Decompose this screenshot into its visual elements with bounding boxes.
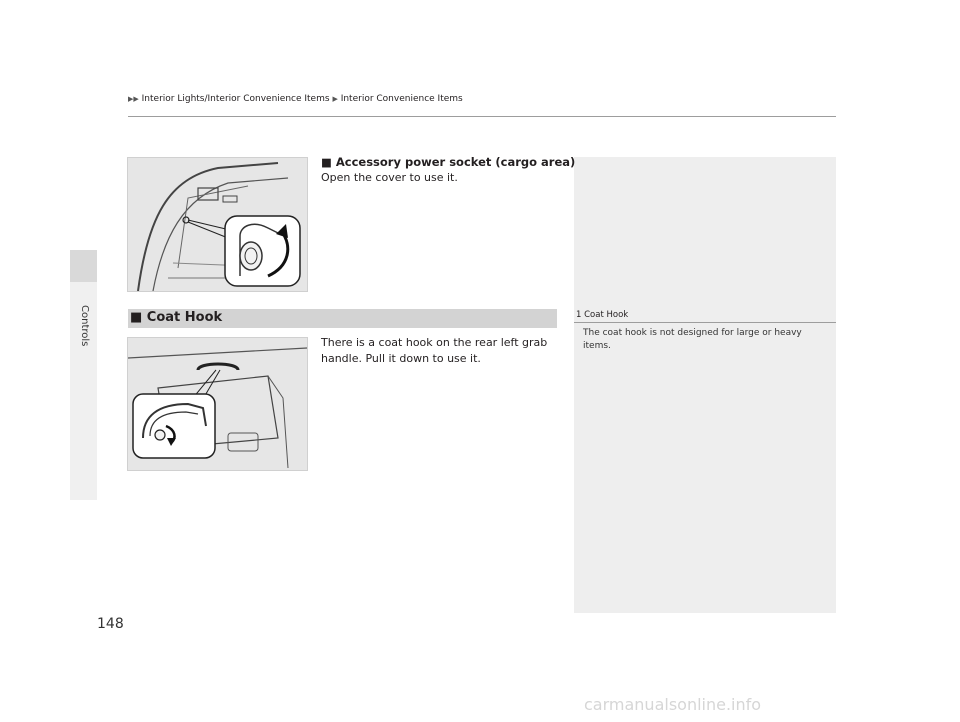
breadcrumb-arrow-icon: ▶▶ (128, 95, 139, 103)
coat-hook-text-line-2: handle. Pull it down to use it. (321, 352, 481, 365)
side-tab-label: Controls (79, 305, 90, 347)
breadcrumb-item-interior-lights[interactable]: Interior Lights/Interior Convenience Items (141, 94, 330, 104)
side-tab-marker (70, 250, 97, 282)
note-text: The coat hook is not designed for large or heavy items. (583, 328, 802, 351)
accessory-socket-heading: ■ Accessory power socket (cargo area) (321, 155, 576, 169)
note-panel (574, 157, 836, 613)
accessory-socket-text: Open the cover to use it. (321, 171, 458, 184)
note-divider (574, 322, 836, 323)
coat-hook-illustration (127, 337, 308, 471)
coat-hook-drawing (128, 338, 307, 470)
cargo-socket-drawing (128, 158, 307, 291)
breadcrumb-item-convenience[interactable]: Interior Convenience Items (340, 94, 463, 104)
header-divider (128, 116, 836, 117)
coat-hook-heading: ■ Coat Hook (130, 310, 223, 325)
cargo-socket-illustration (127, 157, 308, 292)
page-number: 148 (97, 616, 124, 632)
coat-hook-text-line-1: There is a coat hook on the rear left grab (321, 336, 548, 349)
breadcrumb (128, 94, 463, 104)
section-heading-bar (128, 309, 557, 328)
breadcrumb-arrow-icon: ▶ (332, 95, 338, 103)
note-title-text: 1 Coat Hook (576, 310, 629, 320)
watermark: carmanualsonline.info (584, 695, 762, 714)
